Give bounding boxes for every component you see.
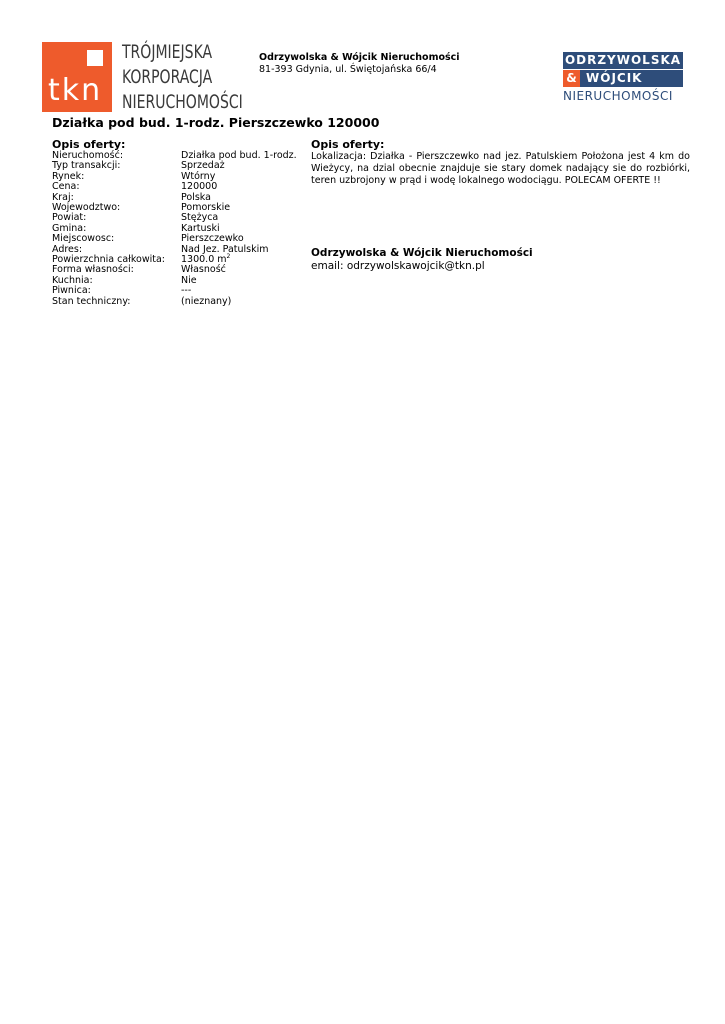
ow-logo — [563, 52, 683, 103]
details-label: Nieruchomość: — [52, 150, 124, 161]
agency-info — [259, 52, 460, 76]
details-value — [181, 265, 302, 275]
details-list — [52, 151, 302, 307]
details-label: Stan techniczny: — [52, 295, 131, 307]
ow-logo-amp: & — [563, 70, 580, 87]
details-label: Cena: — [52, 181, 80, 193]
details-value-text: Nie — [181, 274, 197, 286]
details-row — [52, 213, 302, 223]
details-value-text: Nad Jez. Patulskim — [181, 243, 269, 255]
tkn-logo-abbr: tkn — [48, 73, 103, 108]
details-label: Rynek: — [52, 170, 85, 182]
details-value-text: Pierszczewko — [181, 233, 244, 245]
details-value-text: Stężyca — [181, 212, 219, 224]
details-value-text: Polska — [181, 191, 211, 203]
tkn-logo-line: KORPORACJA — [122, 66, 213, 88]
description-heading: Opis oferty: — [311, 138, 385, 151]
offer-title: Działka pod bud. 1-rodz. Pierszczewko 120000 — [52, 115, 380, 130]
details-label: Piwnica: — [52, 285, 91, 297]
contact-block — [311, 247, 690, 273]
contact-email[interactable]: email: odrzywolskawojcik@tkn.pl — [311, 260, 485, 272]
offer-description — [311, 139, 690, 273]
details-label: Adres: — [52, 243, 83, 255]
details-label: Forma własności: — [52, 264, 134, 276]
details-value-text: 1300.0 m — [181, 254, 227, 266]
details-heading: Opis oferty: — [52, 138, 126, 151]
tkn-logo-square — [87, 50, 103, 66]
agency-name: Odrzywolska & Wójcik Nieruchomości — [259, 52, 460, 63]
details-row — [52, 172, 302, 182]
details-row — [52, 182, 302, 192]
details-value-text: 120000 — [181, 181, 218, 193]
details-value — [181, 276, 302, 286]
details-row — [52, 161, 302, 171]
details-label: Powierzchnia całkowita: — [52, 254, 165, 266]
details-value-text: Sprzedaż — [181, 160, 225, 172]
tkn-logo-mark — [42, 42, 112, 112]
tkn-logo — [42, 41, 243, 117]
details-value-text: Własność — [181, 264, 226, 276]
details-label: Gmina: — [52, 222, 87, 234]
details-row — [52, 297, 302, 307]
ow-logo-line3: NIERUCHOMOŚCI — [563, 89, 673, 103]
details-label: Kraj: — [52, 191, 74, 203]
details-label: Miejscowosc: — [52, 233, 115, 245]
agency-address: 81-393 Gdynia, ul. Świętojańska 66/4 — [259, 64, 437, 75]
details-value-text: Działka pod bud. 1-rodz. — [181, 150, 297, 161]
ow-logo-line1: ODRZYWOLSKA — [564, 53, 682, 67]
contact-name: Odrzywolska & Wójcik Nieruchomości — [311, 247, 533, 259]
details-value-text: Pomorskie — [181, 202, 231, 214]
details-value — [181, 297, 302, 307]
tkn-logo-text — [122, 40, 243, 115]
details-label: Typ transakcji: — [52, 160, 121, 172]
details-label: Wojewodztwo: — [52, 202, 121, 214]
details-label: Powiat: — [52, 212, 87, 224]
details-row — [52, 203, 302, 213]
offer-details — [52, 139, 302, 307]
details-value-text: Kartuski — [181, 222, 220, 234]
details-value-text: (nieznany) — [181, 295, 232, 307]
ow-logo-line2: WÓJCIK — [580, 70, 683, 87]
description-text: Lokalizacja: Działka - Pierszczewko nad jez. Patulskiem Położona jest 4 km do Wieżycy, na dzial obecnie znajduje sie stary domek nadający sie do rozbiórki, teren uzbrojony w prąd i wodę lokalnego wodociągu. POLECAM OFERTE !! — [311, 151, 690, 186]
details-label: Kuchnia: — [52, 274, 93, 286]
tkn-logo-line: TRÓJMIEJSKA — [122, 41, 213, 63]
details-value-text: Wtórny — [181, 170, 216, 182]
details-value-text: --- — [181, 285, 192, 297]
tkn-logo-line: NIERUCHOMOŚCI — [122, 91, 243, 113]
unit-exponent: 2 — [226, 252, 231, 260]
